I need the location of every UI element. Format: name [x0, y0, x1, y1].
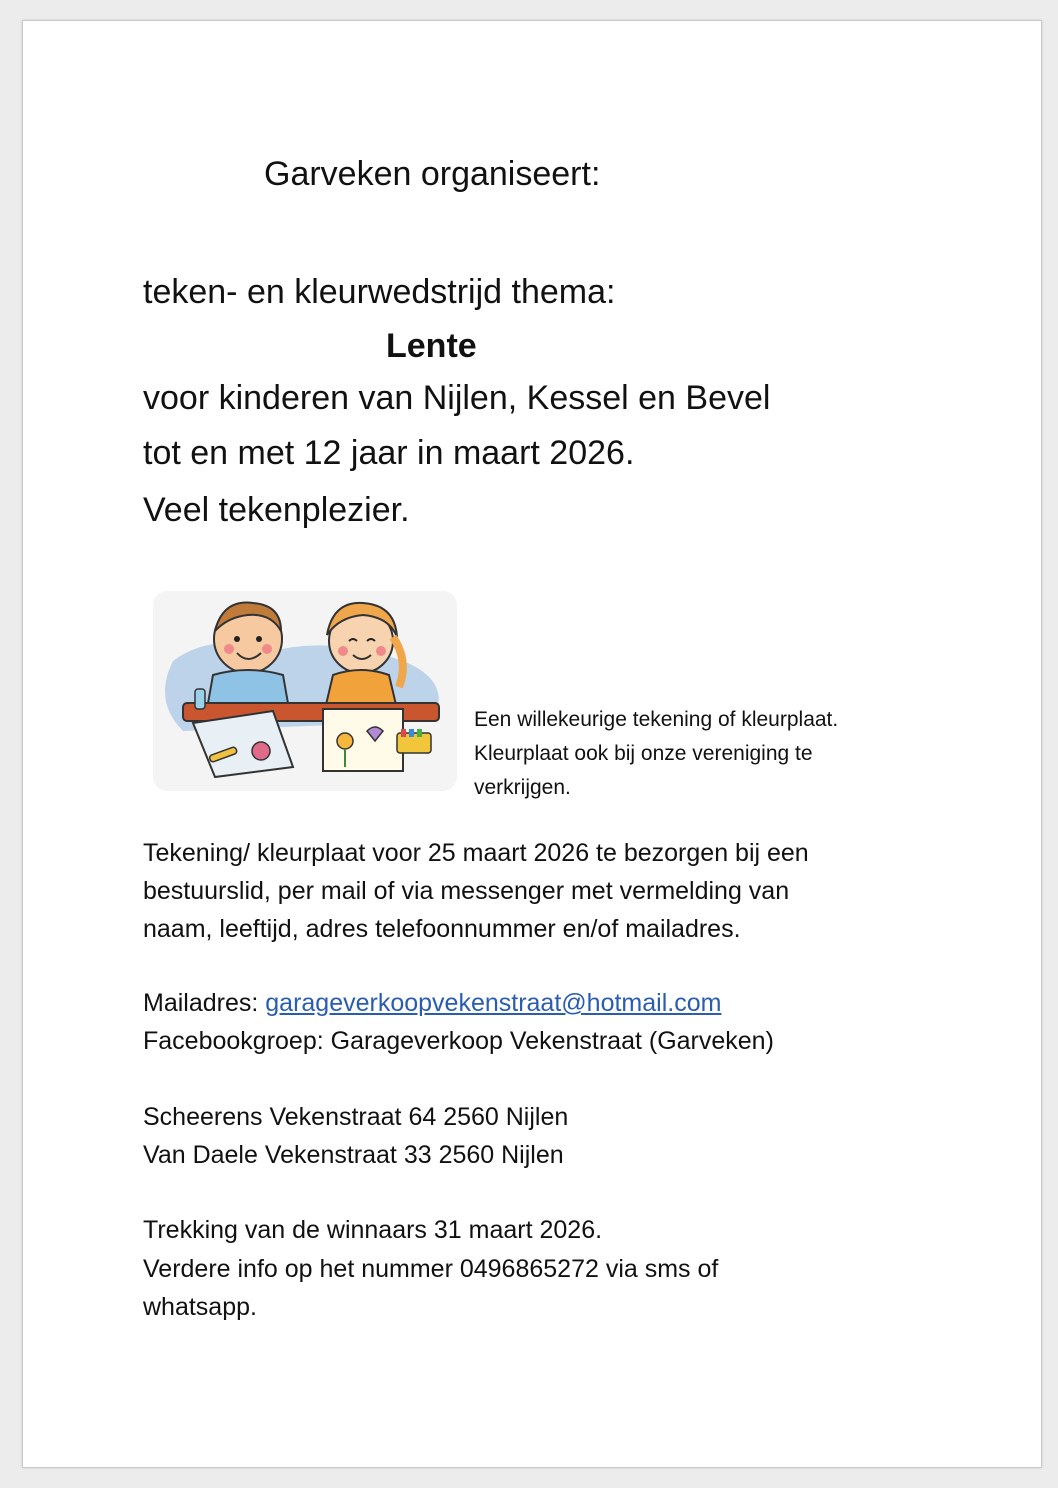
address-line-1: Scheerens Vekenstraat 64 2560 Nijlen [143, 1103, 569, 1131]
facebook-line: Facebookgroep: Garageverkoop Vekenstraat (Garveken) [143, 1027, 774, 1055]
mail-label: Mailadres: [143, 989, 266, 1017]
theme-title: Lente [386, 327, 477, 365]
wish-line: Veel tekenplezier. [143, 491, 410, 529]
submission-line-1: Tekening/ kleurplaat voor 25 maart 2026 te bezorgen bij een [143, 839, 809, 867]
kids-drawing-illustration [153, 591, 457, 791]
info-line-1: Verdere info op het nummer 0496865272 via sms of [143, 1255, 719, 1283]
address-line-2: Van Daele Vekenstraat 33 2560 Nijlen [143, 1141, 564, 1169]
organizer-heading: Garveken organiseert: [264, 155, 601, 193]
mail-address-link[interactable]: garageverkoopvekenstraat@hotmail.com [265, 989, 722, 1017]
draw-line: Trekking van de winnaars 31 maart 2026. [143, 1216, 603, 1244]
caption-line-3: verkrijgen. [474, 776, 571, 799]
contest-line: teken- en kleurwedstrijd thema: [143, 273, 616, 311]
caption-line-1: Een willekeurige tekening of kleurplaat. [474, 708, 839, 731]
age-line: tot en met 12 jaar in maart 2026. [143, 434, 635, 472]
submission-line-3: naam, leeftijd, adres telefoonnummer en/of mailadres. [143, 915, 741, 943]
submission-line-2: bestuurslid, per mail of via messenger met vermelding van [143, 877, 790, 905]
caption-line-2: Kleurplaat ook bij onze vereniging te [474, 742, 813, 765]
kids-drawing-image [153, 591, 457, 791]
info-line-2: whatsapp. [143, 1293, 257, 1321]
audience-line: voor kinderen van Nijlen, Kessel en Bevel [143, 379, 771, 417]
mail-line [143, 984, 721, 1022]
document-page [22, 20, 1042, 1468]
